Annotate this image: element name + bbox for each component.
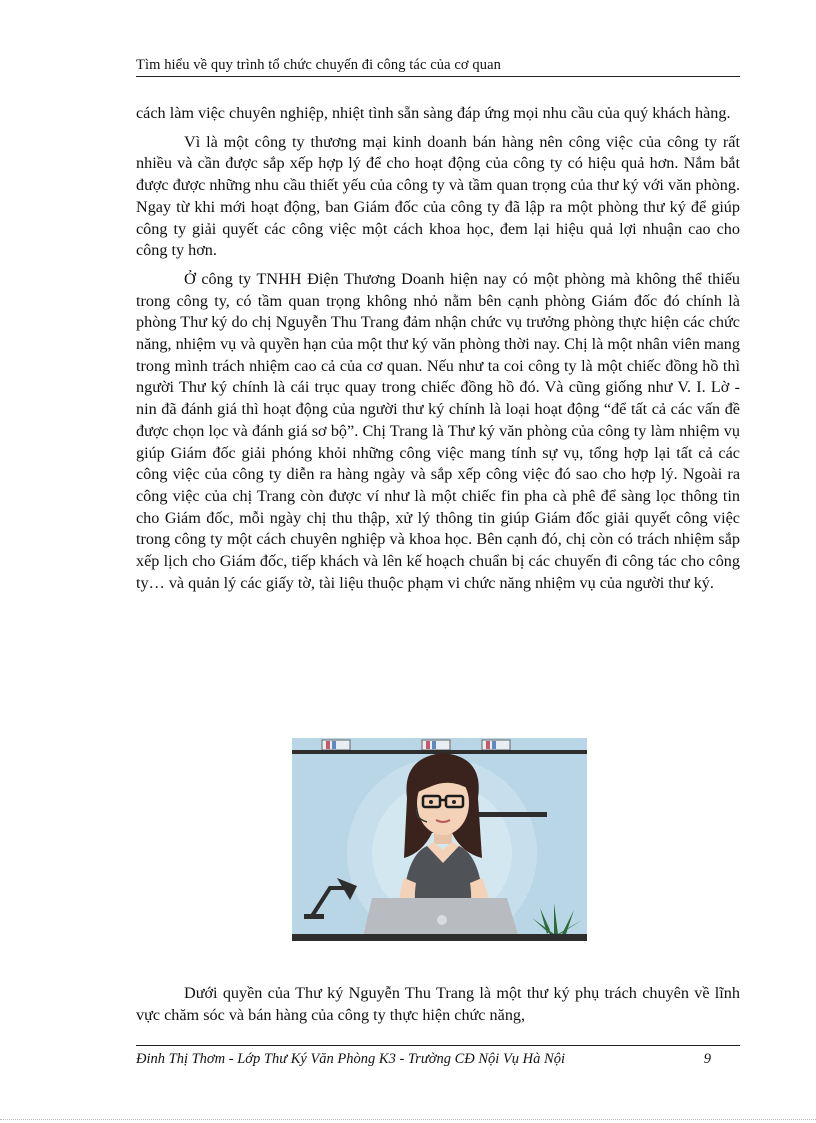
desk	[292, 934, 587, 941]
page-number: 9	[703, 1051, 711, 1067]
paragraph: Vì là một công ty thương mại kinh doanh bán hàng nên công việc của công ty rất nhiều và cần được sắp xếp hợp lý để cho hoạt động của công ty có hiệu quả hơn. Nắm bắt được được những nhu cầu thiết yếu của công ty và tầm quan trọng của thư ký với văn phòng. Ngay từ khi mới hoạt động, ban Giám đốc của công ty đã lập ra một phòng thư ký để giúp công ty giải quyết các công việc một cách khoa học, đem lại hiệu quả lợi nhuận cao cho công ty hơn.	[136, 132, 740, 260]
footer-author: Đinh Thị Thơm - Lớp Thư Ký Văn Phòng K3 - Trường CĐ Nội Vụ Hà Nội	[136, 1051, 565, 1067]
page-footer	[136, 1051, 711, 1068]
paragraph: cách làm việc chuyên nghiệp, nhiệt tình sẵn sàng đáp ứng mọi nhu cầu của quý khách hàng.	[136, 104, 731, 122]
secretary-illustration	[292, 738, 587, 941]
page-edge	[0, 1119, 816, 1120]
paragraph: Dưới quyền của Thư ký Nguyễn Thu Trang là một thư ký phụ trách chuyên về lĩnh vực chăm sóc và bán hàng của công ty thực hiện chức năng,	[136, 984, 740, 1024]
page-header: Tìm hiểu về quy trình tổ chức chuyến đi công tác của cơ quan	[136, 57, 740, 77]
bottom-text	[136, 983, 740, 1026]
footer-divider	[136, 1045, 740, 1046]
paragraph: Ở công ty TNHH Điện Thương Doanh hiện nay có một phòng mà không thể thiếu trong công ty, có tầm quan trọng không nhỏ nằm bên cạnh phòng Giám đốc đó chính là phòng Thư ký do chị Nguyễn Thu Trang đảm nhận chức vụ trưởng phòng thực hiện các chức năng, nhiệm vụ và quyền hạn của một thư ký văn phòng thời nay. Chị là một nhân viên mang trong mình trách nhiệm cao cả của cơ quan. Nếu như ta coi công ty là một chiếc đồng hồ thì người Thư ký chính là cái trục quay trong chiếc đồng hồ đó. Và cũng giống như V. I. Lờ - nin đã đánh giá thì hoạt động của người thư ký chính là loại hoạt động “để tất cả các vấn đề được chọn lọc và đánh giá sơ bộ”. Chị Trang là Thư ký văn phòng của công ty làm nhiệm vụ giúp Giám đốc giải phóng khỏi những công việc mang tính sự vụ, tổng hợp lại tất cả các công việc của công ty diễn ra hàng ngày và sắp xếp công việc đó sao cho hợp lý. Ngoài ra công việc của chị Trang còn được ví như là một chiếc fin pha cà phê để sàng lọc thông tin cho Giám đốc, mỗi ngày chị thu thập, xử lý thông tin giúp Giám đốc giải quyết công việc trong công ty một cách chuyên nghiệp và khoa học. Bên cạnh đó, chị còn có trách nhiệm sắp xếp lịch cho Giám đốc, tiếp khách và lên kế hoạch chuẩn bị các chuyến đi công tác cho công ty… và quản lý các giấy tờ, tài liệu thuộc phạm vi chức năng nhiệm vụ của người thư ký.	[136, 269, 740, 592]
body-text	[136, 103, 740, 601]
